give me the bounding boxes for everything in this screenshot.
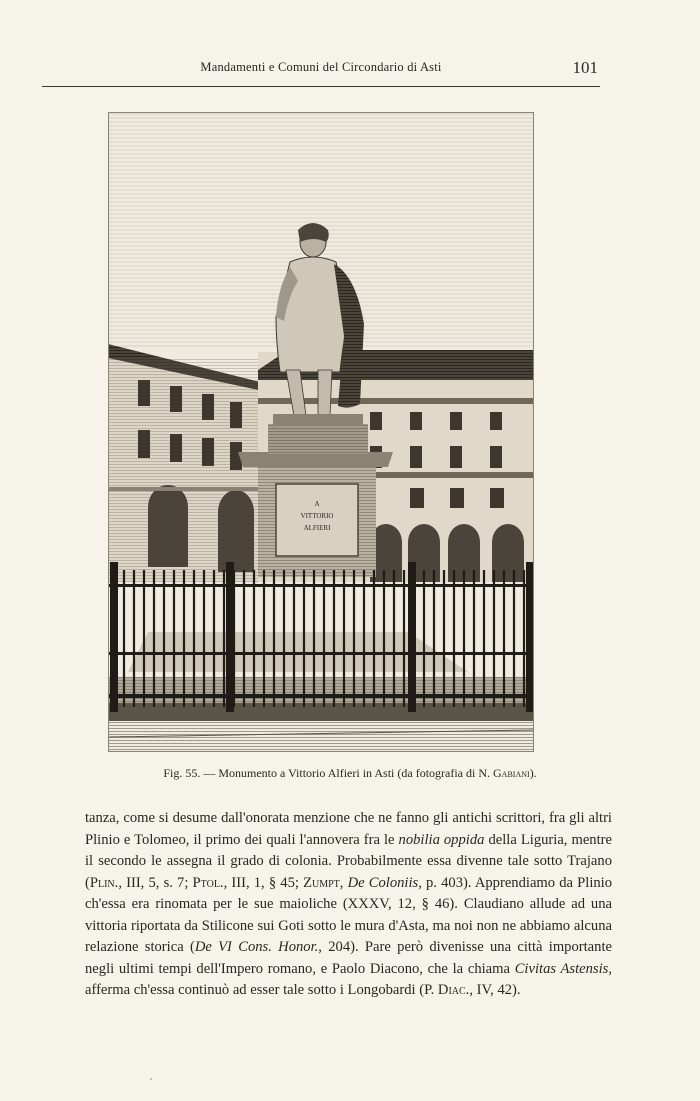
text-run: , p. 403). Apprendiamo da Plinio ch'essa era rinomata per le sue maioliche (XXXV, 12, § 46). Claudiano allude ad una vittoria riportata da Stilicone sui Goti sotto le mura d'Asta, ma noi non ne abbiamo alcuna relazione storica ( (85, 874, 613, 955)
running-title: Mandamenti e Comuni del Circondario di Asti (200, 60, 442, 74)
caption-close: ). (529, 766, 537, 780)
text-run: , III, 5, s. 7; (118, 874, 193, 891)
smallcaps-run: Diac. (437, 982, 470, 998)
smallcaps-run: Ptol. (192, 874, 224, 891)
page-number: 101 (572, 58, 598, 77)
figure-caption (60, 766, 640, 781)
figure-label: Fig. 55. (163, 766, 201, 780)
caption-text: Monumento a Vittorio Alfieri in Asti (da fotografia di N. (218, 766, 491, 780)
pedestal-inscription: ALFIERI (303, 524, 331, 532)
figure-engraving (108, 112, 534, 752)
body-paragraph (85, 808, 612, 1002)
paper-speck (150, 1078, 152, 1080)
italic-run: Civitas Astensis (514, 960, 609, 977)
text-run: , IV, 42). (469, 982, 521, 998)
smallcaps-run: Plin. (89, 874, 119, 891)
text-run: , III, 1, § 45; (223, 874, 304, 891)
page-header (42, 60, 600, 82)
text-run: , (339, 874, 348, 891)
header-rule (42, 86, 600, 87)
italic-run: De Coloniis (347, 874, 419, 891)
caption-credit-name: Gabiani (493, 766, 530, 780)
text-run: della Liguria, mentre il secondo le assegna il grado di colonia. Probabilmente essa divenne tale sotto Trajano ( (85, 831, 612, 891)
caption-dash: — (203, 766, 216, 780)
pedestal-inscription: VITTORIO (300, 512, 334, 520)
smallcaps-run: Zumpt (303, 874, 340, 891)
body-text (85, 808, 612, 1002)
italic-run: nobilia oppida (398, 831, 485, 848)
pedestal-inscription: A (314, 500, 320, 508)
text-run: , afferma ch'essa continuò ad esser tale sotto i Longobardi (P. (85, 960, 612, 998)
engraving-illustration (108, 112, 534, 752)
italic-run: De VI Cons. Honor. (194, 939, 319, 955)
text-run: , 204). Pare però divenisse una città importante negli ultimi tempi dell'Impero romano, e Paolo Diacono, che la chiama (85, 939, 612, 977)
text-run: tanza, come si desume dall'onorata menzione che ne fanno gli antichi scrittori, fra gli altri Plinio e Tolomeo, il primo dei quali l'annovera fra le (85, 810, 612, 848)
